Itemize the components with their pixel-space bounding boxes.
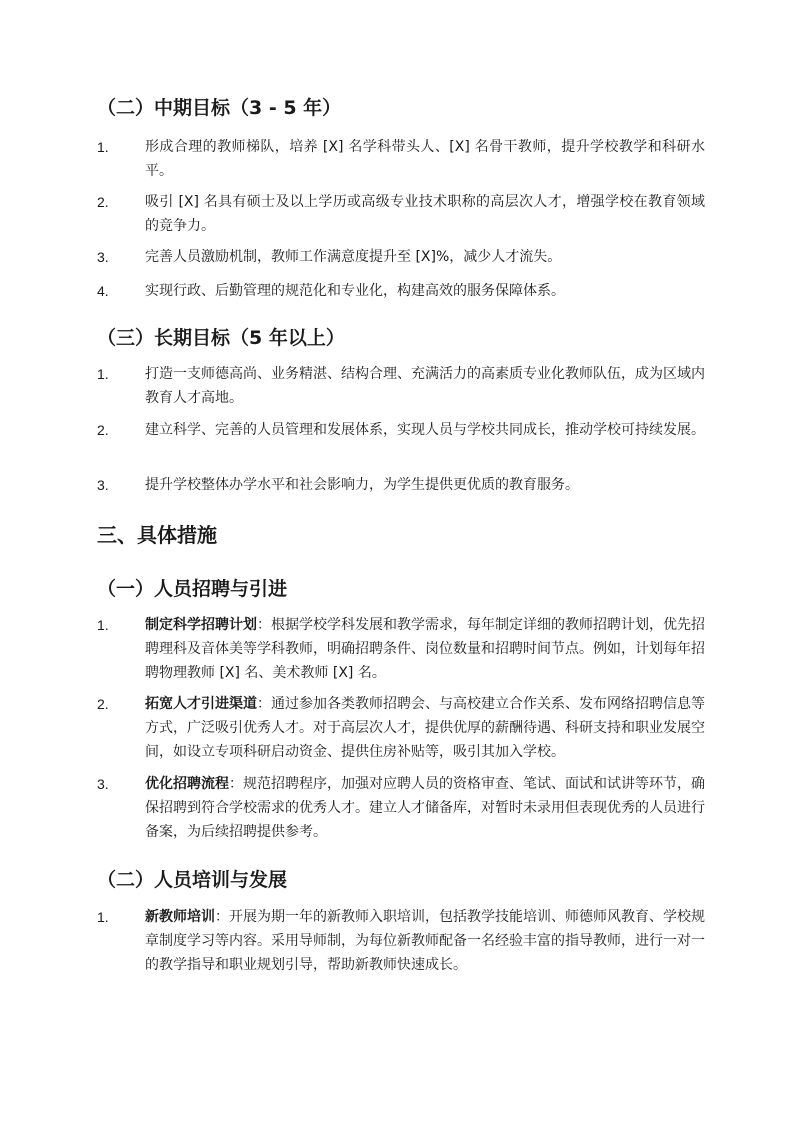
list-item-title: 优化招聘流程 bbox=[145, 776, 229, 792]
list-item bbox=[97, 613, 707, 685]
list-item-title: 拓宽人才引进渠道 bbox=[145, 696, 257, 712]
list-item bbox=[97, 362, 707, 410]
list-item bbox=[97, 905, 707, 977]
list-text: 建立科学、完善的人员管理和发展体系，实现人员与学校共同成长，推动学校可持续发展。 bbox=[145, 422, 705, 438]
heading-long-term-goals: （三）长期目标（5 年以上） bbox=[97, 327, 345, 349]
list-item bbox=[97, 473, 707, 497]
list-number: 1. bbox=[97, 366, 109, 382]
list-number: 3. bbox=[97, 477, 109, 493]
list-text: 形成合理的教师梯队，培养 [X] 名学科带头人、[X] 名骨干教师，提升学校教学和科研水平。 bbox=[145, 139, 705, 179]
list-item bbox=[97, 245, 707, 269]
heading-training: （二）人员培训与发展 bbox=[97, 869, 288, 891]
list-item bbox=[97, 772, 707, 844]
list-number: 1. bbox=[97, 909, 109, 925]
list-number: 2. bbox=[97, 696, 109, 712]
list-number: 2. bbox=[97, 194, 109, 210]
list-item-body: ：通过参加各类教师招聘会、与高校建立合作关系、发布网络招聘信息等方式，广泛吸引优秀人才。对于高层次人才，提供优厚的薪酬待遇、科研支持和职业发展空间，如设立专项科研启动资金、提供住房补贴等，吸引其加入学校。 bbox=[145, 696, 705, 760]
list-item bbox=[97, 418, 707, 442]
list-number: 3. bbox=[97, 776, 109, 792]
list-text: 完善人员激励机制，教师工作满意度提升至 [X]%，减少人才流失。 bbox=[145, 249, 562, 265]
heading-mid-term-goals: （二）中期目标（3 - 5 年） bbox=[97, 97, 342, 119]
list-number: 1. bbox=[97, 139, 109, 155]
list-item-body: ：规范招聘程序，加强对应聘人员的资格审查、笔试、面试和试讲等环节，确保招聘到符合学校需求的优秀人才。建立人才储备库，对暂时未录用但表现优秀的人员进行备案，为后续招聘提供参考。 bbox=[145, 776, 705, 840]
list-number: 1. bbox=[97, 617, 109, 633]
heading-recruitment: （一）人员招聘与引进 bbox=[97, 578, 288, 600]
list-text: 吸引 [X] 名具有硕士及以上学历或高级专业技术职称的高层次人才，增强学校在教育领域的竞争力。 bbox=[145, 194, 705, 234]
list-text bbox=[145, 905, 705, 977]
list-item-title: 制定科学招聘计划 bbox=[145, 617, 257, 633]
list-item-body: ：根据学校学科发展和教学需求，每年制定详细的教师招聘计划，优先招聘理科及音体美等学科教师，明确招聘条件、岗位数量和招聘时间节点。例如，计划每年招聘物理教师 [X] 名、美术教师 [X] 名。 bbox=[145, 617, 705, 681]
list-text: 提升学校整体办学水平和社会影响力，为学生提供更优质的教育服务。 bbox=[145, 477, 579, 493]
list-item bbox=[97, 135, 707, 183]
heading-specific-measures: 三、具体措施 bbox=[97, 523, 217, 547]
list-text bbox=[145, 692, 705, 764]
list-item-title: 新教师培训 bbox=[145, 909, 215, 925]
list-item bbox=[97, 190, 707, 238]
list-item bbox=[97, 279, 707, 303]
list-item bbox=[97, 692, 707, 764]
list-number: 2. bbox=[97, 422, 109, 438]
list-item-body: ：开展为期一年的新教师入职培训，包括教学技能培训、师德师风教育、学校规章制度学习等内容。采用导师制，为每位新教师配备一名经验丰富的指导教师，进行一对一的教学指导和职业规划引导，帮助新教师快速成长。 bbox=[145, 909, 705, 973]
list-number: 3. bbox=[97, 249, 109, 265]
list-text bbox=[145, 613, 705, 685]
list-text: 实现行政、后勤管理的规范化和专业化，构建高效的服务保障体系。 bbox=[145, 283, 565, 299]
list-text: 打造一支师德高尚、业务精湛、结构合理、充满活力的高素质专业化教师队伍，成为区域内教育人才高地。 bbox=[145, 366, 705, 406]
list-number: 4. bbox=[97, 283, 109, 299]
list-text bbox=[145, 772, 705, 844]
